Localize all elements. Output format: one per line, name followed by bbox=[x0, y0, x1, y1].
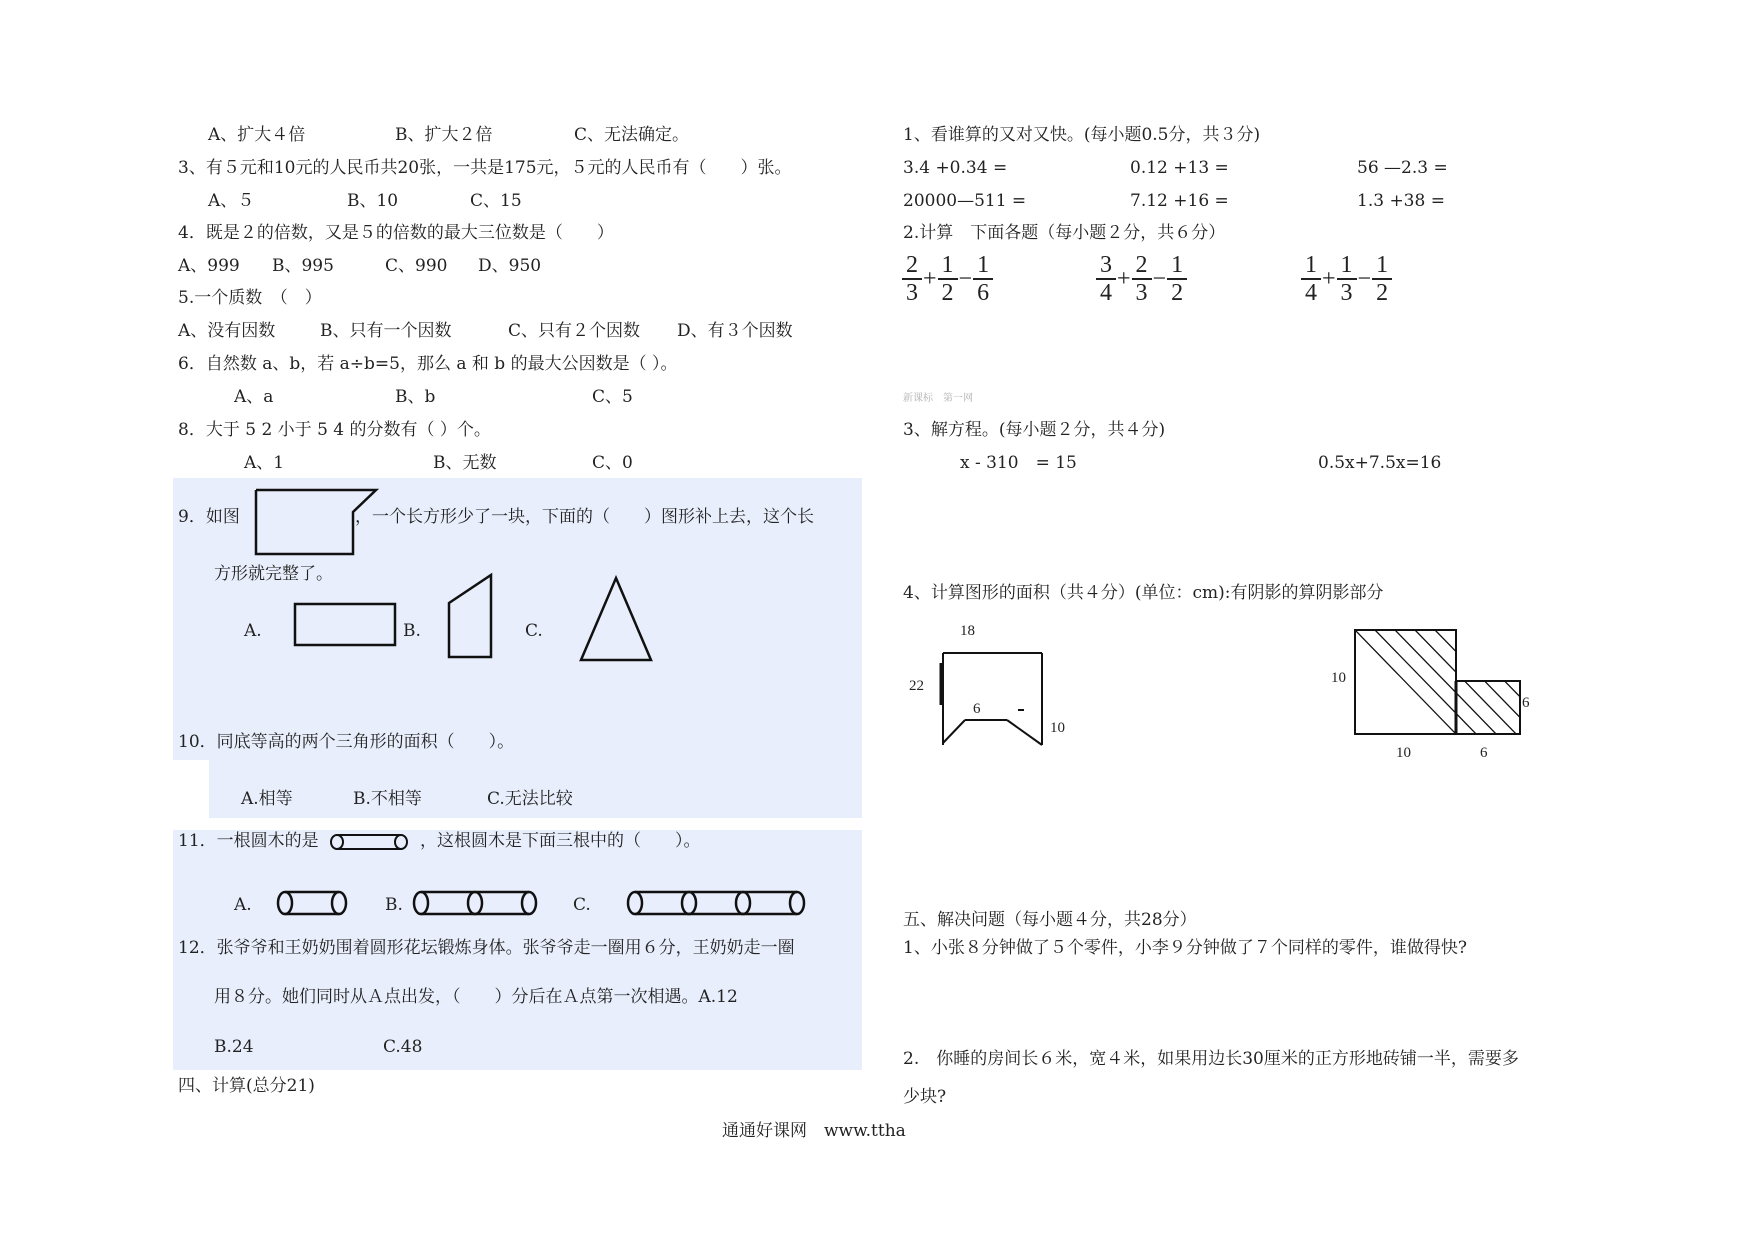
q4-option-b: B、995 bbox=[272, 256, 334, 276]
numerator: 1 bbox=[977, 252, 990, 278]
denominator: 2 bbox=[1171, 280, 1184, 306]
q8-option-b: B、无数 bbox=[433, 453, 497, 473]
q11-option-c-label: C. bbox=[573, 895, 591, 915]
s1-item-5: 7.12 +16 = bbox=[1130, 191, 1229, 211]
q9-option-b-label: B. bbox=[403, 621, 421, 641]
q10-option-b: B.不相等 bbox=[353, 789, 422, 809]
s1-title: 1、看谁算的又对又快。(每小题0.5分，共３分) bbox=[903, 125, 1261, 145]
fraction bbox=[975, 252, 991, 306]
s1-item-6: 1.3 +38 = bbox=[1357, 191, 1445, 211]
q8-option-c: C、0 bbox=[592, 453, 633, 473]
fraction bbox=[940, 252, 956, 306]
q8-option-a: A、1 bbox=[244, 453, 285, 473]
denominator: 6 bbox=[977, 280, 990, 306]
s3-title: 3、解方程。(每小题２分，共４分) bbox=[903, 420, 1166, 440]
q5-option-a: A、没有因数 bbox=[178, 321, 276, 341]
q4-option-a: A、999 bbox=[178, 256, 240, 276]
area-figure-1 bbox=[903, 615, 1083, 755]
q5-option-b: B、只有一个因数 bbox=[320, 321, 452, 341]
q5-option-d: D、有３个因数 bbox=[677, 321, 793, 341]
q6-option-b: B、b bbox=[395, 387, 436, 407]
q6-option-c: C、5 bbox=[592, 387, 633, 407]
numerator: 2 bbox=[1135, 252, 1148, 278]
footer-site-name: 通通好课网 www.ttha bbox=[722, 1121, 906, 1141]
q2-option-b: B、扩大２倍 bbox=[395, 125, 493, 145]
q3-option-c: C、15 bbox=[470, 191, 522, 211]
q5-option-c: C、只有２个因数 bbox=[508, 321, 641, 341]
denominator: 2 bbox=[941, 280, 954, 306]
numerator: 1 bbox=[941, 252, 954, 278]
fraction bbox=[1134, 252, 1150, 306]
q10-option-c: C.无法比较 bbox=[487, 789, 573, 809]
q9-option-c-label: C. bbox=[525, 621, 543, 641]
s5-problem-2-line1: 2. 你睡的房间长６米，宽４米，如果用边长30厘米的正方形地砖铺一半，需要多 bbox=[903, 1049, 1519, 1069]
numerator: 1 bbox=[1340, 252, 1353, 278]
fig2-label-left: 10 bbox=[1331, 670, 1346, 686]
q12-line1: 12．张爷爷和王奶奶围着圆形花坛锻炼身体。张爷爷走一圈用６分，王奶奶走一圈 bbox=[178, 938, 795, 958]
q10-option-a: A.相等 bbox=[241, 789, 293, 809]
q4-option-c: C、990 bbox=[385, 256, 448, 276]
denominator: 3 bbox=[906, 280, 918, 306]
q11-option-a-log bbox=[275, 890, 349, 916]
q12-option-b: B.24 bbox=[214, 1037, 254, 1057]
fig1-label-inner: 6 bbox=[973, 701, 981, 717]
s1-item-3: 56 —2.3 = bbox=[1357, 158, 1448, 178]
operator: + bbox=[1322, 265, 1336, 292]
fig2-label-right: 6 bbox=[1522, 695, 1530, 711]
fraction bbox=[1169, 252, 1185, 306]
s5-problem-2-line2: 少块? bbox=[903, 1087, 947, 1107]
q5-text: 5.一个质数 （ ） bbox=[178, 288, 322, 308]
operator: + bbox=[923, 265, 937, 292]
q6-text: 6．自然数 a、b，若 a÷b=5，那么 a 和 b 的最大公因数是（ ）。 bbox=[178, 354, 678, 374]
fig1-label-right: 10 bbox=[1050, 720, 1065, 736]
q3-option-a: A、５ bbox=[208, 191, 255, 211]
q9-line2: 方形就完整了。 bbox=[214, 564, 333, 584]
fraction bbox=[1303, 252, 1319, 306]
q11-prefix: 11．一根圆木的是 bbox=[178, 831, 319, 851]
fig1-label-left: 22 bbox=[909, 678, 924, 694]
q3-text: 3、有５元和10元的人民币共20张，一共是175元，５元的人民币有（ ）张。 bbox=[178, 158, 792, 178]
fraction bbox=[1374, 252, 1390, 306]
denominator: 3 bbox=[1340, 280, 1353, 306]
operator: − bbox=[1152, 265, 1167, 292]
q11-option-b-log bbox=[411, 890, 539, 916]
s1-item-2: 0.12 +13 = bbox=[1130, 158, 1229, 178]
operator: − bbox=[958, 265, 973, 292]
fig1-label-top: 18 bbox=[960, 623, 975, 639]
s3-equation-1: x - 310 = 15 bbox=[960, 453, 1077, 473]
q9-option-a-rectangle bbox=[293, 602, 398, 647]
fraction bbox=[904, 252, 920, 306]
q2-option-a: A、扩大４倍 bbox=[208, 125, 306, 145]
q6-option-a: A、a bbox=[234, 387, 274, 407]
s3-equation-2: 0.5x+7.5x=16 bbox=[1318, 453, 1442, 473]
q9-option-a-label: A. bbox=[244, 621, 262, 641]
fig2-label-bottom-right: 6 bbox=[1480, 745, 1488, 761]
s4-title: 4、计算图形的面积（共４分）(单位：cm):有阴影的算阴影部分 bbox=[903, 583, 1384, 603]
s2-title: 2.计算 下面各题（每小题２分，共６分） bbox=[903, 223, 1226, 243]
q9-suffix: ，一个长方形少了一块，下面的（ ）图形补上去，这个长 bbox=[355, 507, 814, 527]
fraction bbox=[1098, 252, 1114, 306]
q12-option-c: C.48 bbox=[383, 1037, 423, 1057]
operator: − bbox=[1357, 265, 1372, 292]
s2-expression-3 bbox=[1302, 252, 1391, 306]
numerator: 1 bbox=[1305, 252, 1317, 278]
q11-log-figure bbox=[329, 832, 411, 852]
q11-option-c-log bbox=[625, 890, 811, 916]
numerator: 1 bbox=[1171, 252, 1184, 278]
fig2-label-bottom-left: 10 bbox=[1396, 745, 1411, 761]
section-4-heading: 四、计算(总分21) bbox=[178, 1076, 315, 1096]
s5-problem-1: 1、小张８分钟做了５个零件，小李９分钟做了７个同样的零件，谁做得快? bbox=[903, 938, 1467, 958]
operator: + bbox=[1117, 265, 1131, 292]
numerator: 2 bbox=[906, 252, 918, 278]
s2-expression-2 bbox=[1097, 252, 1186, 306]
s1-item-4: 20000—511 = bbox=[903, 191, 1027, 211]
q11-option-a-label: A. bbox=[234, 895, 252, 915]
denominator: 3 bbox=[1135, 280, 1148, 306]
s5-title: 五、解决问题（每小题４分，共28分） bbox=[903, 910, 1197, 930]
area-figure-2 bbox=[1320, 615, 1530, 765]
q10-text: 10．同底等高的两个三角形的面积（ ）。 bbox=[178, 732, 515, 752]
q8-text: 8．大于 5 2 小于 5 4 的分数有（ ）个。 bbox=[178, 420, 491, 440]
q3-option-b: B、10 bbox=[347, 191, 399, 211]
s1-item-1: 3.4 +0.34 = bbox=[903, 158, 1008, 178]
q9-option-c-triangle bbox=[579, 576, 653, 662]
numerator: 1 bbox=[1376, 252, 1389, 278]
fraction bbox=[1339, 252, 1355, 306]
q4-option-d: D、950 bbox=[478, 256, 542, 276]
s2-expression-1 bbox=[903, 252, 992, 306]
denominator: 4 bbox=[1305, 280, 1317, 306]
watermark-text: 新课标 第一网 bbox=[903, 393, 973, 404]
numerator: 3 bbox=[1100, 252, 1112, 278]
denominator: 4 bbox=[1100, 280, 1112, 306]
q11-option-b-label: B. bbox=[385, 895, 403, 915]
q2-option-c: C、无法确定。 bbox=[574, 125, 690, 145]
q12-line2: 用８分。她们同时从Ａ点出发，（ ）分后在Ａ点第一次相遇。A.12 bbox=[214, 987, 738, 1007]
q9-prefix: 9．如图 bbox=[178, 507, 240, 527]
q11-suffix: ，这根圆木是下面三根中的（ ）。 bbox=[420, 831, 701, 851]
denominator: 2 bbox=[1376, 280, 1389, 306]
q4-text: 4．既是２的倍数，又是５的倍数的最大三位数是（ ） bbox=[178, 223, 614, 243]
q9-option-b-trapezoid bbox=[447, 573, 495, 659]
